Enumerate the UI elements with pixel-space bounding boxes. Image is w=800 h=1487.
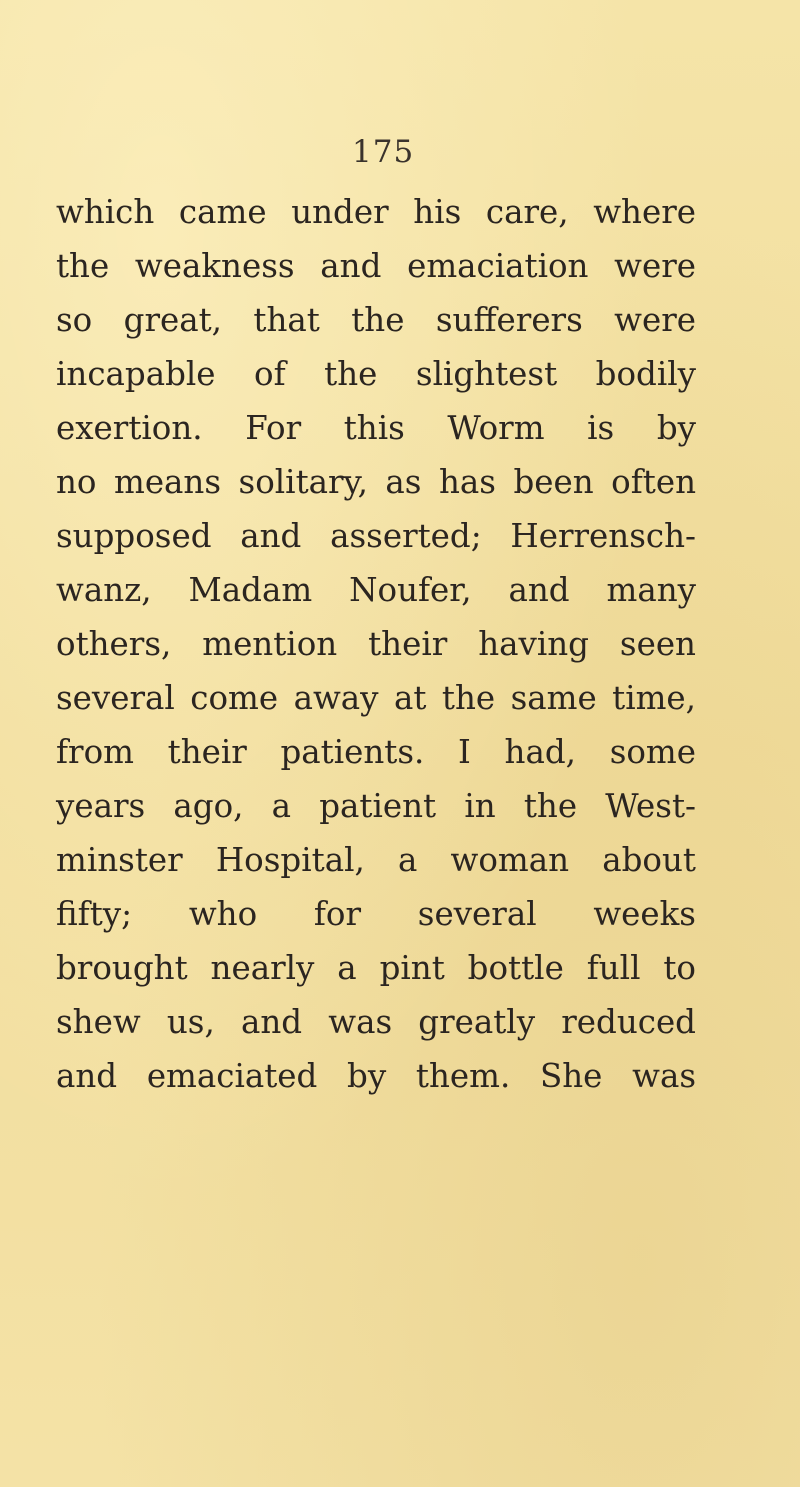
text-line: exertion. For this Worm is by [56,409,696,447]
body-text [56,185,696,1103]
text-line: the weakness and emaciation were [56,247,696,285]
text-line: wanz, Madam Noufer, and many [56,571,696,609]
text-line: which came under his care, where [56,193,696,231]
text-line: several come away at the same time, [56,679,696,717]
text-line: no means solitary, as has been often [56,463,696,501]
text-line: brought nearly a pint bottle full to [56,949,696,987]
text-line: from their patients. I had, some [56,733,696,771]
text-line: others, mention their having seen [56,625,696,663]
text-line: minster Hospital, a woman about [56,841,696,879]
text-line: and emaciated by them. She was [56,1057,696,1095]
text-line: shew us, and was greatly reduced [56,1003,696,1041]
text-line: incapable of the slightest bodily [56,355,696,393]
text-line: so great, that the sufferers were [56,301,696,339]
text-line: years ago, a patient in the West- [56,787,696,825]
text-line: supposed and asserted; Herrensch- [56,517,696,555]
page-number: 175 [352,134,415,170]
text-line: fifty; who for several weeks [56,895,696,933]
